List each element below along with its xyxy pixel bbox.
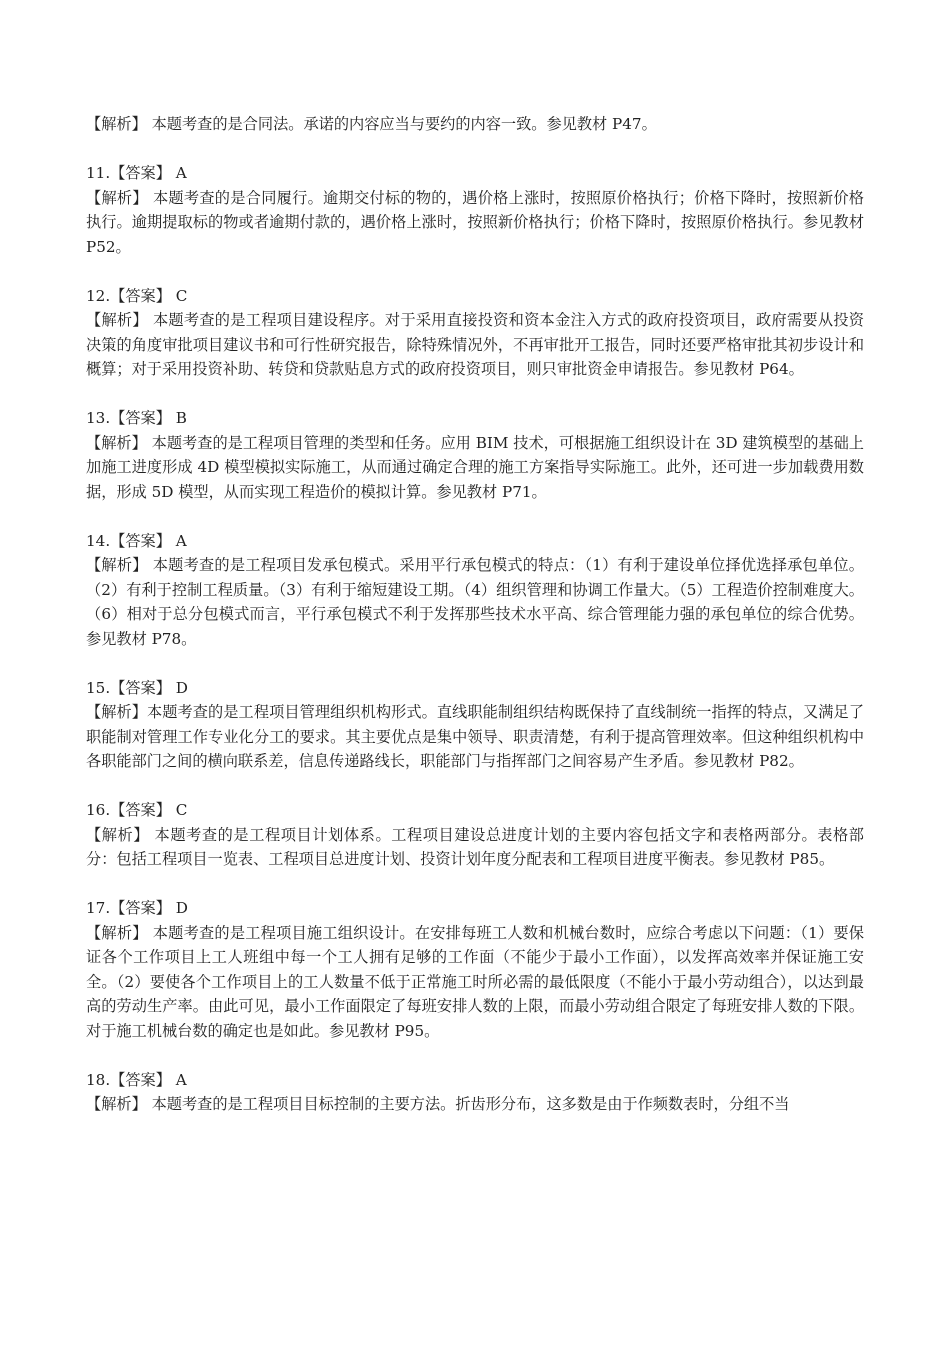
answer-item-17 xyxy=(86,896,864,1043)
analysis-text: 【解析】本题考查的是工程项目管理组织机构形式。直线职能制组织结构既保持了直线制统一指挥的特点，又满足了职能制对管理工作专业化分工的要求。其主要优点是集中领导、职责清楚，有利于提高管理效率。但这种组织机构中各职能部门之间的横向联系差，信息传递路线长，职能部门与指挥部门之间容易产生矛盾。参见教材 P82。 xyxy=(86,703,864,770)
answer-line: 14.【答案】 A xyxy=(86,531,187,550)
answer-item-11 xyxy=(86,161,864,259)
answer-item-13 xyxy=(86,406,864,504)
answer-line: 15.【答案】 D xyxy=(86,678,188,697)
answer-line: 12.【答案】 C xyxy=(86,286,188,305)
answer-line: 13.【答案】 B xyxy=(86,409,187,427)
answer-item-18 xyxy=(86,1068,864,1117)
analysis-text: 【解析】 本题考查的是工程项目管理的类型和任务。应用 BIM 技术，可根据施工组织设计在 3D 建筑模型的基础上加施工进度形成 4D 模型模拟实际施工，从而通过确定合理的施工方案指导实际施工。此外，还可进一步加载费用数据，形成 5D 模型，从而实现工程造价的模拟计算。参见教材 P71。 xyxy=(86,433,864,501)
answer-line: 17.【答案】 D xyxy=(86,899,188,917)
answer-line: 16.【答案】 C xyxy=(86,801,188,819)
analysis-text: 【解析】 本题考查的是工程项目施工组织设计。在安排每班工人数和机械台数时，应综合考虑以下问题：（1）要保证各个工作项目上工人班组中每一个工人拥有足够的工作面（不能少于最小工作面），以发挥高效率并保证施工安全。（2）要使各个工作项目上的工人数量不低于正常施工时所必需的最低限度（不能小于最小劳动组合），以达到最高的劳动生产率。由此可见，最小工作面限定了每班安排人数的上限，而最小劳动组合限定了每班安排人数的下限。对于施工机械台数的确定也是如此。参见教材 P95。 xyxy=(86,923,864,1040)
answer-line: 18.【答案】 A xyxy=(86,1070,187,1089)
answer-item-12 xyxy=(86,284,864,382)
analysis-text-10: 【解析】 本题考查的是合同法。承诺的内容应当与要约的内容一致。参见教材 P47。 xyxy=(86,115,657,133)
answer-item-14 xyxy=(86,529,864,652)
analysis-text: 【解析】 本题考查的是工程项目计划体系。工程项目建设总进度计划的主要内容包括文字和表格两部分。表格部分：包括工程项目一览表、工程项目总进度计划、投资计划年度分配表和工程项目进度平衡表。参见教材 P85。 xyxy=(86,825,864,868)
analysis-text: 【解析】 本题考查的是工程项目建设程序。对于采用直接投资和资本金注入方式的政府投资项目，政府需要从投资决策的角度审批项目建议书和可行性研究报告，除特殊情况外，不再审批开工报告，同时还要严格审批其初步设计和概算；对于采用投资补助、转贷和贷款贴息方式的政府投资项目，则只审批资金申请报告。参见教材 P64。 xyxy=(86,311,864,378)
answer-line: 11.【答案】 A xyxy=(86,164,187,182)
answer-item-15 xyxy=(86,676,864,774)
analysis-text: 【解析】 本题考查的是合同履行。逾期交付标的物的，遇价格上涨时，按照原价格执行；价格下降时，按照新价格执行。逾期提取标的物或者逾期付款的，遇价格上涨时，按照新价格执行；价格下降时，按照原价格执行。参见教材 P52。 xyxy=(86,188,864,256)
answer-item-16 xyxy=(86,798,864,872)
analysis-text: 【解析】 本题考查的是工程项目发承包模式。采用平行承包模式的特点：（1）有利于建设单位择优选择承包单位。（2）有利于控制工程质量。（3）有利于缩短建设工期。（4）组织管理和协调工作量大。（5）工程造价控制难度大。（6）相对于总分包模式而言，平行承包模式不利于发挥那些技术水平高、综合管理能力强的承包单位的综合优势。参见教材 P78。 xyxy=(86,556,864,648)
analysis-text: 【解析】 本题考查的是工程项目目标控制的主要方法。折齿形分布，这多数是由于作频数表时，分组不当 xyxy=(86,1095,790,1113)
answer-explanations xyxy=(86,112,864,1141)
